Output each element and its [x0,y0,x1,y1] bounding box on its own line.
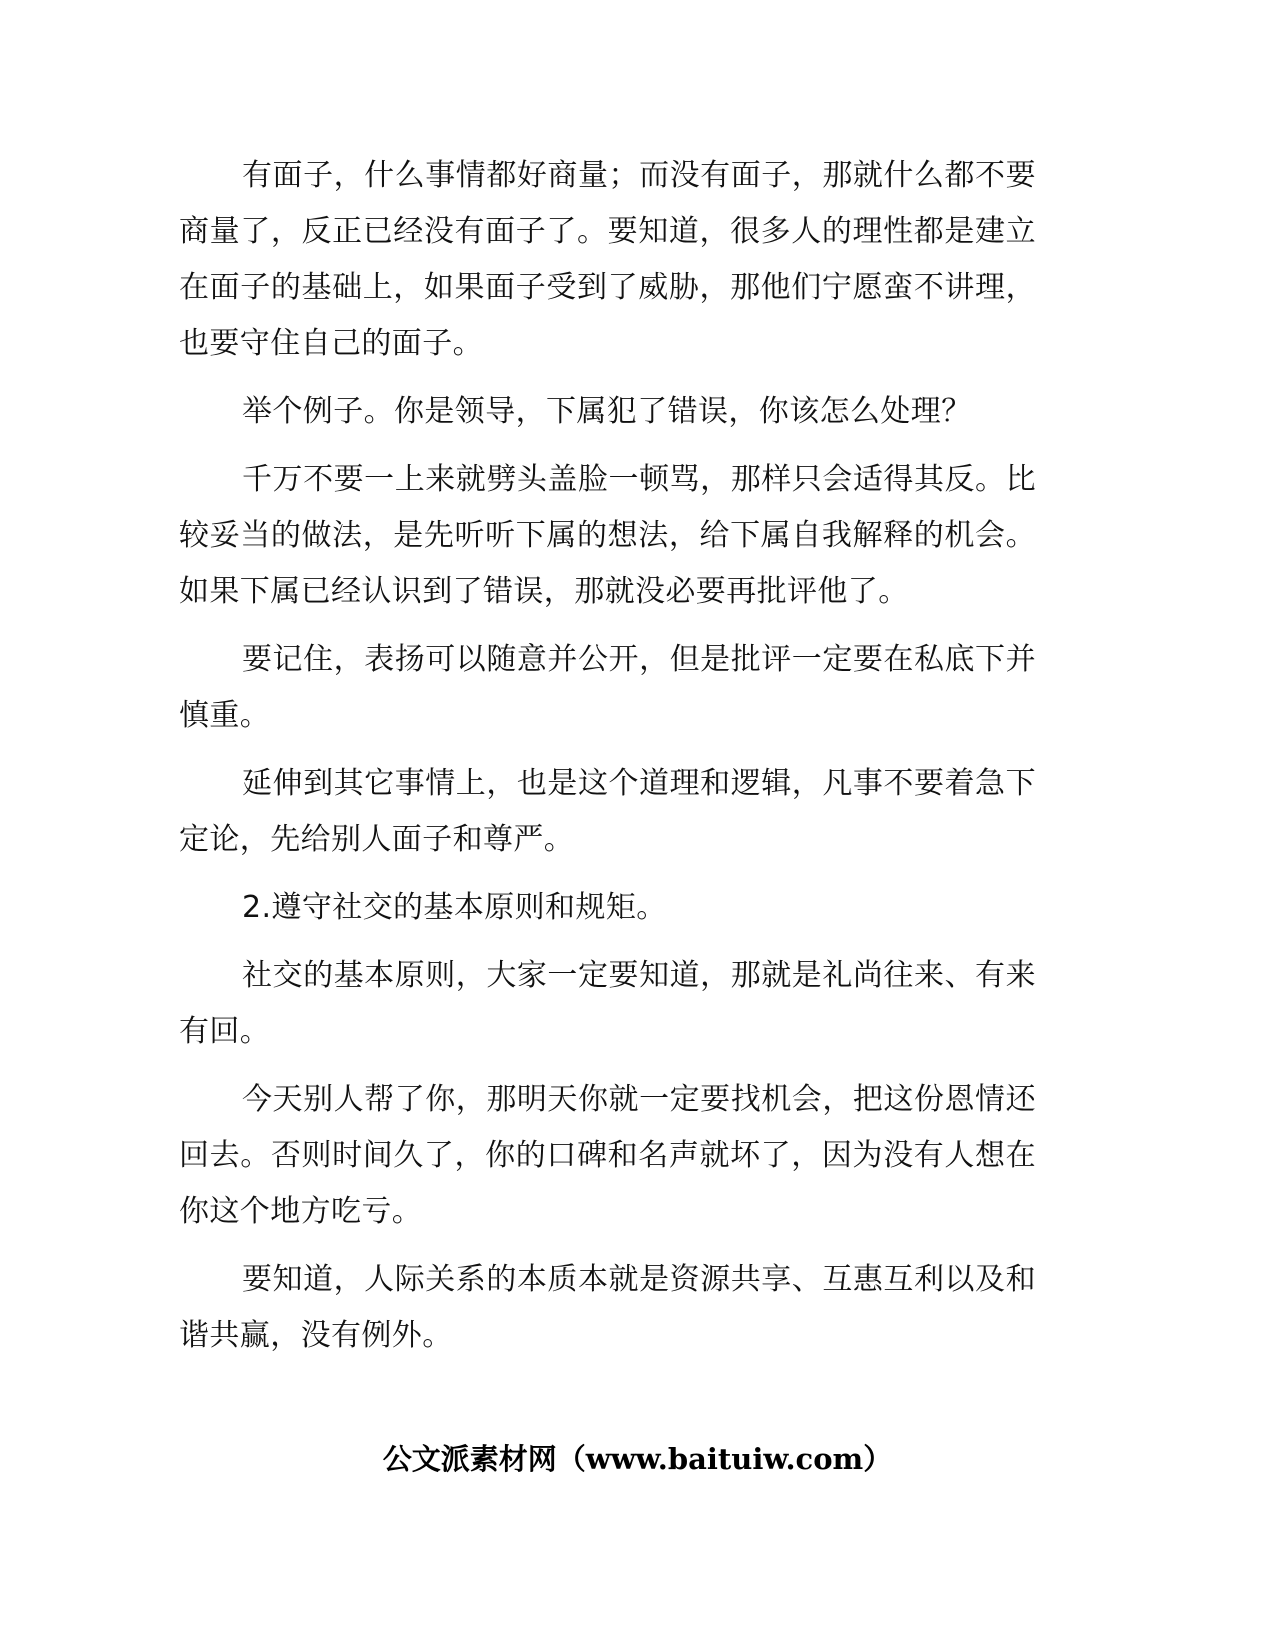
paragraph: 要知道，人际关系的本质本就是资源共享、互惠互利以及和谐共赢，没有例外。 [179,1262,1036,1353]
page-footer: 公文派素材网（www.baituiw.com） [382,1442,893,1476]
paragraph: 延伸到其它事情上，也是这个道理和逻辑，凡事不要着急下定论，先给别人面子和尊严。 [179,766,1036,857]
body-text [179,148,1036,1376]
paragraph: 要记住，表扬可以随意并公开，但是批评一定要在私底下并慎重。 [179,642,1036,733]
paragraph: 有面子，什么事情都好商量；而没有面子，那就什么都不要商量了，反正已经没有面子了。要知道，很多人的理性都是建立在面子的基础上，如果面子受到了威胁，那他们宁愿蛮不讲理，也要守住自己的面子。 [179,158,1036,361]
paragraph: 社交的基本原则，大家一定要知道，那就是礼尚往来、有来有回。 [179,958,1036,1049]
paragraph: 千万不要一上来就劈头盖脸一顿骂，那样只会适得其反。比较妥当的做法，是先听听下属的想法，给下属自我解释的机会。如果下属已经认识到了错误，那就没必要再批评他了。 [179,462,1036,609]
paragraph: 举个例子。你是领导，下属犯了错误，你该怎么处理？ [242,394,972,429]
paragraph: 今天别人帮了你，那明天你就一定要找机会，把这份恩情还回去。否则时间久了，你的口碑和名声就坏了，因为没有人想在你这个地方吃亏。 [179,1082,1036,1229]
section-heading: 2.遵守社交的基本原则和规矩。 [242,890,667,925]
